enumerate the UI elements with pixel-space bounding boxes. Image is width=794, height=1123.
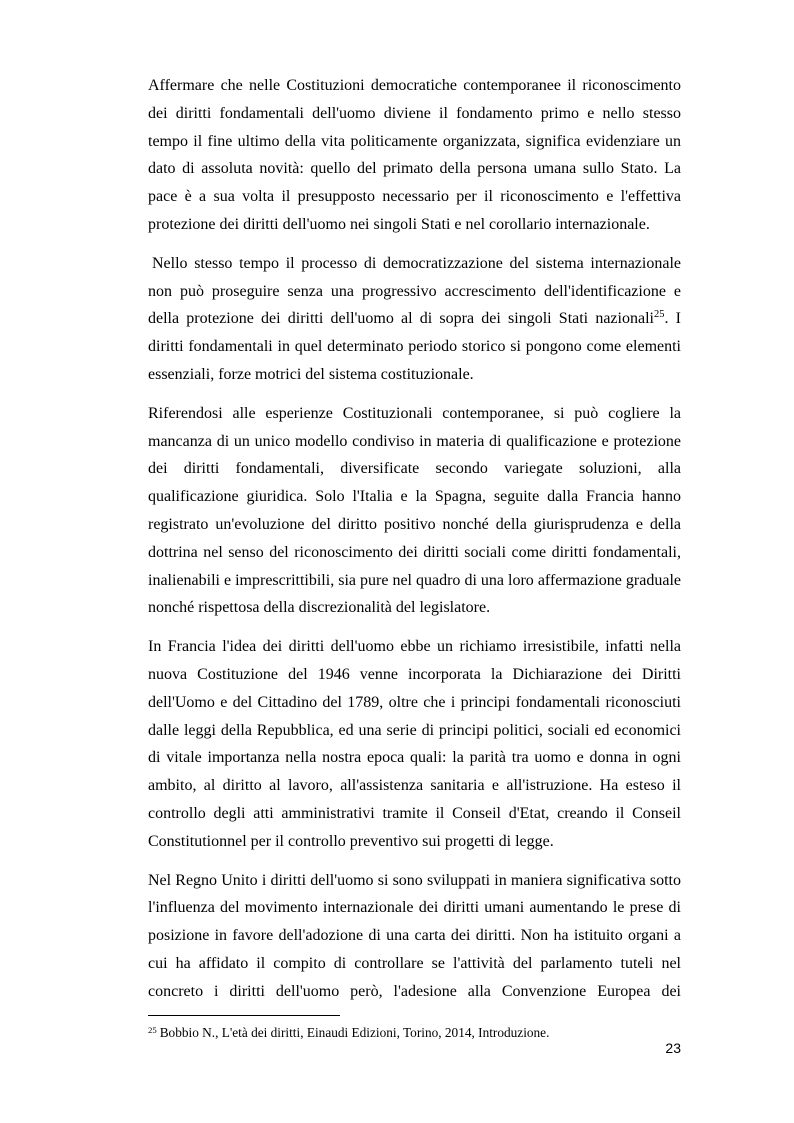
footnote-text: Bobbio N., L'età dei diritti, Einaudi Edizioni, Torino, 2014, Introduzione.	[159, 1025, 550, 1040]
paragraph-2-text-before: Nello stesso tempo il processo di democratizzazione del sistema internazionale non può proseguire senza una progressivo accrescimento dell'identificazione e della protezione dei diritti dell'uomo al di sopra dei singoli Stati nazionali	[148, 254, 681, 328]
footnote-separator	[148, 1015, 340, 1016]
paragraph-2-text-after: . I diritti fondamentali in quel determinato periodo storico si pongono come elementi essenziali, forze motrici del sistema costituzionale.	[148, 310, 681, 383]
footnote-marker: 25	[148, 1025, 157, 1035]
page-number: 23	[665, 1040, 681, 1056]
paragraph-5: Nel Regno Unito i diritti dell'uomo si sono sviluppati in maniera significativa sotto l'influenza del movimento internazionale dei diritti umani aumentando le prese di posizione in favore dell'adozione di una carta dei diritti. Non ha istituito organi a cui ha affidato il compito di controllare se l'attività del parlamento tuteli nel concreto i diritti dell'uomo però, l'adesione alla Convenzione Europea dei	[148, 871, 681, 1000]
footnote	[148, 1025, 681, 1041]
paragraph-2	[148, 250, 681, 389]
body-text	[148, 72, 681, 1006]
footnote-reference: 25	[653, 309, 665, 321]
paragraph-1: Affermare che nelle Costituzioni democratiche contemporanee il riconoscimento dei diritti fondamentali dell'uomo diviene il fondamento primo e nello stesso tempo il fine ultimo della vita politicamente organizzata, significa evidenziare un dato di assoluta novità: quello del primato della persona umana sullo Stato. La pace è a sua volta il presupposto necessario per il riconoscimento e l'effettiva protezione dei diritti dell'uomo nei singoli Stati e nel corollario internazionale.	[148, 77, 681, 233]
paragraph-4: In Francia l'idea dei diritti dell'uomo ebbe un richiamo irresistibile, infatti nella nuova Costituzione del 1946 venne incorporata la Dichiarazione dei Diritti dell'Uomo e del Cittadino del 1789, oltre che i principi fondamentali riconosciuti dalle leggi della Repubblica, ed una serie di principi politici, sociali ed economici di vitale importanza nella nostra epoca quali: la parità tra uomo e donna in ogni ambito, al diritto al lavoro, all'assistenza sanitaria e all'istruzione. Ha esteso il controllo degli atti amministrativi tramite il Conseil d'Etat, creando il Conseil Constitutionnel per il controllo preventivo sui progetti di legge.	[148, 638, 681, 850]
paragraph-3: Riferendosi alle esperienze Costituzionali contemporanee, si può cogliere la mancanza di un unico modello condiviso in materia di qualificazione e protezione dei diritti fondamentali, diversificate secondo variegate soluzioni, alla qualificazione giuridica. Solo l'Italia e la Spagna, seguite dalla Francia hanno registrato un'evoluzione del diritto positivo nonché della giurisprudenza e della dottrina nel senso del riconoscimento dei diritti sociali come diritti fondamentali, inalienabili e imprescrittibili, sia pure nel quadro di una loro affermazione graduale nonché rispettosa della discrezionalità del legislatore.	[148, 404, 681, 617]
